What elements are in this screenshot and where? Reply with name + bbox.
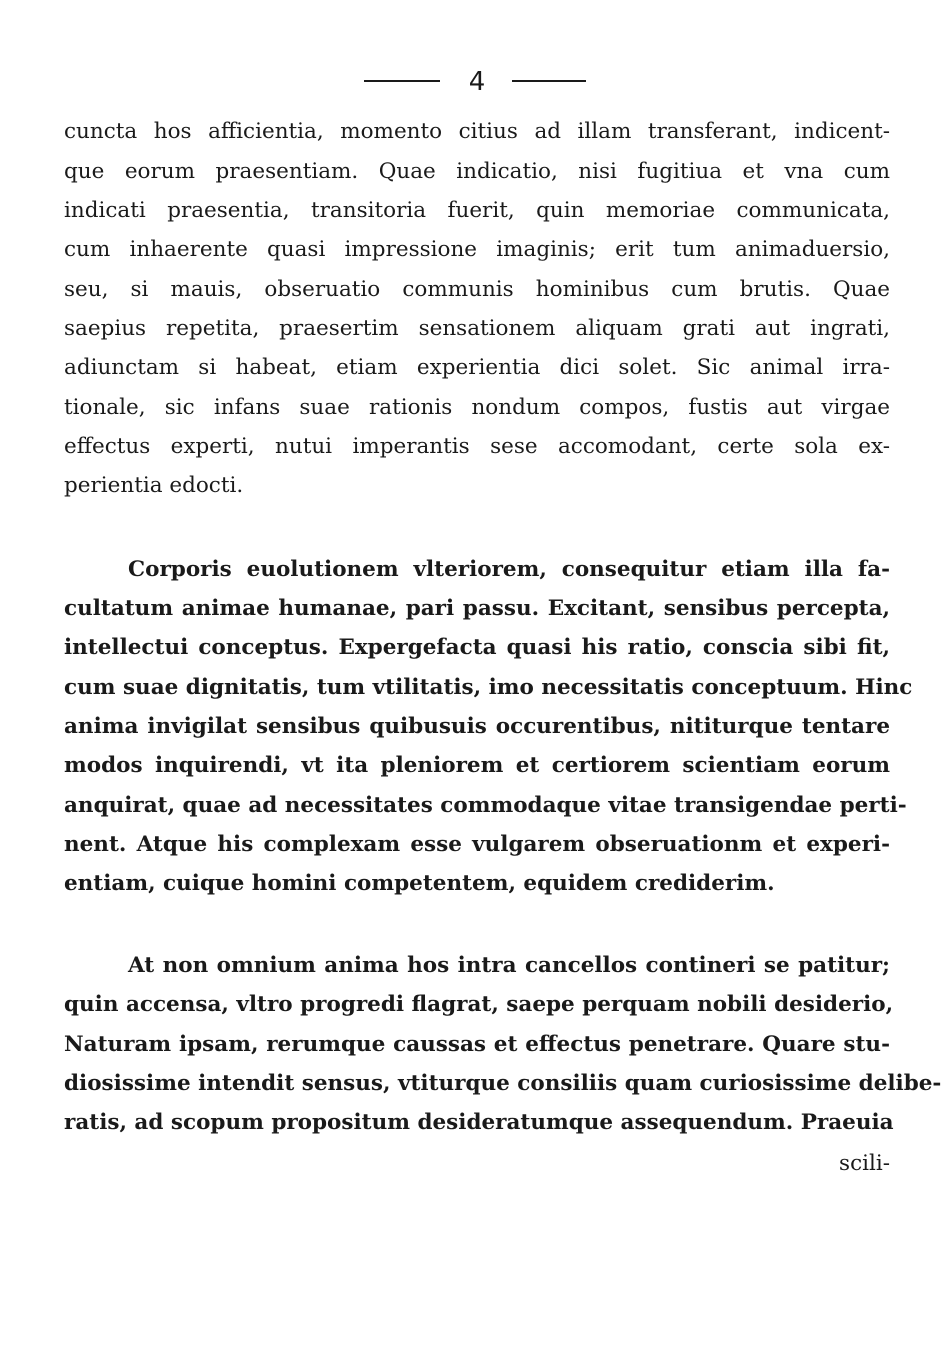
text-line: modos inquirendi, vt ita pleniorem et certiorem scientiam eorum	[64, 753, 890, 778]
text-line: cum suae dignitatis, tum vtilitatis, imo necessitatis conceptuum. Hinc	[64, 675, 913, 700]
text-line: entiam, cuique homini competentem, equidem crediderim.	[64, 871, 775, 896]
text-line: diosissime intendit sensus, vtiturque consiliis quam curiosissime delibe-	[64, 1071, 942, 1096]
text-line: anquirat, quae ad necessitates commodaque vitae transigendae perti-	[64, 793, 907, 818]
text-line: adiunctam si habeat, etiam experientia dici solet. Sic animal irra-	[64, 355, 890, 380]
text-line: saepius repetita, praesertim sensationem aliquam grati aut ingrati,	[64, 316, 890, 341]
text-line: indicati praesentia, transitoria fuerit, quin memoriae communicata,	[64, 198, 890, 223]
header-rule-left	[364, 80, 440, 82]
header-rule-right	[512, 80, 586, 82]
text-line: perientia edocti.	[64, 473, 244, 498]
text-line: quin accensa, vltro progredi flagrat, saepe perquam nobili desiderio,	[64, 992, 894, 1017]
text-line: tionale, sic infans suae rationis nondum compos, fustis aut virgae	[64, 395, 890, 420]
page-header	[0, 66, 950, 106]
text-line: ratis, ad scopum propositum desideratumque assequendum. Praeuia	[64, 1110, 894, 1135]
text-line: At non omnium anima hos intra cancellos contineri se patitur;	[128, 953, 890, 978]
text-line: Corporis euolutionem vlteriorem, consequitur etiam illa fa-	[128, 557, 890, 582]
text-line: cum inhaerente quasi impressione imaginis; erit tum animaduersio,	[64, 237, 890, 262]
catchword: scili-	[839, 1151, 890, 1176]
text-line: intellectui conceptus. Expergefacta quasi his ratio, conscia sibi fit,	[64, 635, 890, 660]
page-number: 4	[468, 67, 486, 97]
text-line: cuncta hos afficientia, momento citius ad illam transferant, indicent-	[64, 119, 890, 144]
text-line: cultatum animae humanae, pari passu. Excitant, sensibus percepta,	[64, 596, 890, 621]
text-line: nent. Atque his complexam esse vulgarem obseruationm et experi-	[64, 832, 890, 857]
text-line: Naturam ipsam, rerumque caussas et effectus penetrare. Quare stu-	[64, 1032, 890, 1057]
text-line: que eorum praesentiam. Quae indicatio, nisi fugitiua et vna cum	[64, 159, 890, 184]
text-line: anima invigilat sensibus quibusuis occurentibus, nititurque tentare	[64, 714, 890, 739]
text-line: effectus experti, nutui imperantis sese accomodant, certe sola ex-	[64, 434, 890, 459]
text-line: seu, si mauis, obseruatio communis hominibus cum brutis. Quae	[64, 277, 890, 302]
